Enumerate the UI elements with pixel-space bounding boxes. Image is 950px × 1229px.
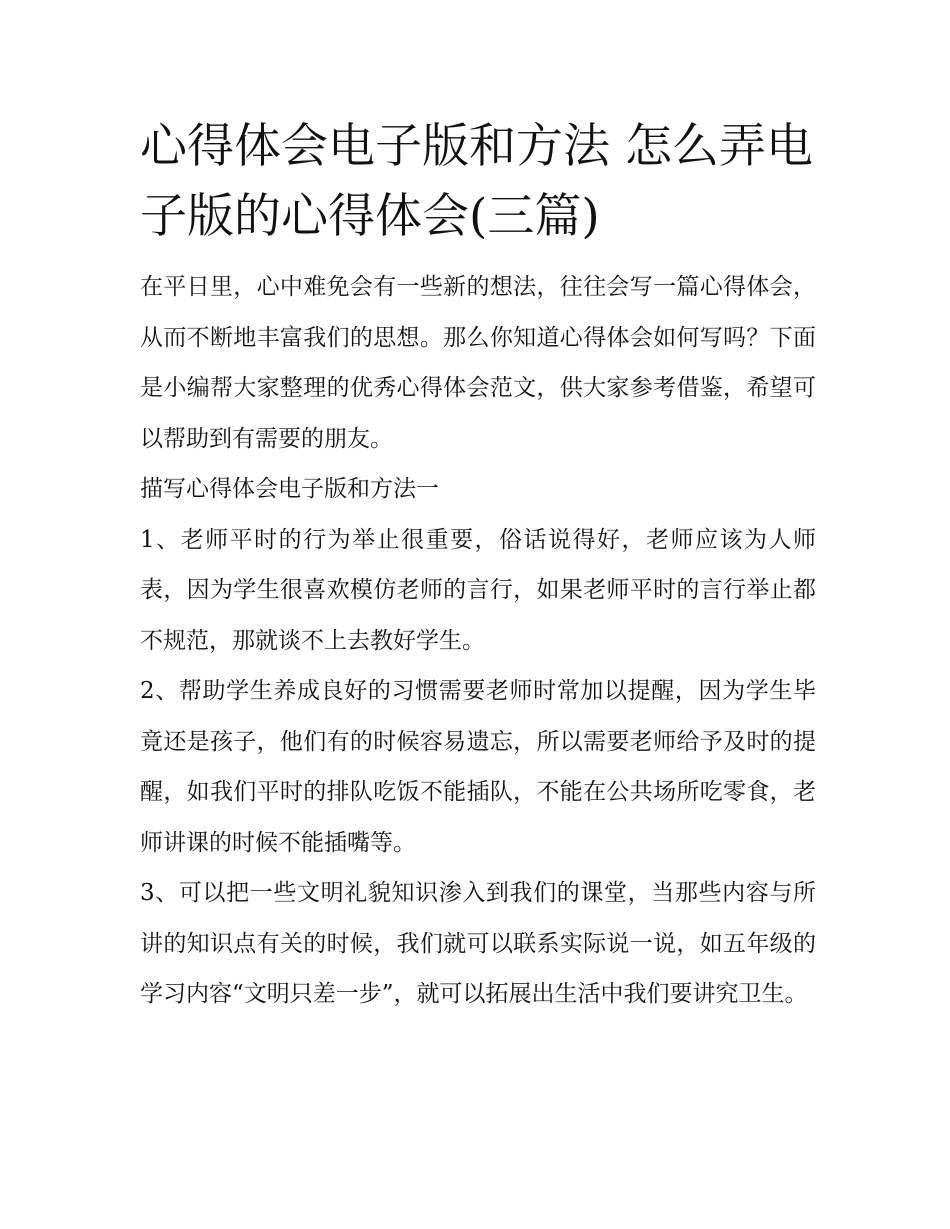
document-page (140, 112, 816, 1020)
section-heading: 描写心得体会电子版和方法一 (140, 476, 439, 502)
intro-paragraph: 在平日里，心中难免会有一些新的想法，往往会写一篇心得体会，从而不断地丰富我们的思想。那么你知道心得体会如何写吗？下面是小编帮大家整理的优秀心得体会范文，供大家参考借鉴，希望可以帮助到有需要的朋友。 (140, 274, 816, 452)
list-item-1: 1、老师平时的行为举止很重要，俗话说得好，老师应该为人师表，因为学生很喜欢模仿老师的言行，如果老师平时的言行举止都不规范，那就谈不上去教好学生。 (140, 526, 816, 654)
document-title: 心得体会电子版和方法 怎么弄电子版的心得体会(三篇) (140, 119, 813, 244)
list-item-3: 3、可以把一些文明礼貌知识渗入到我们的课堂，当那些内容与所讲的知识点有关的时候，我们就可以联系实际说一说，如五年级的学习内容“文明只差一步”，就可以拓展出生活中我们要讲究卫生。 (140, 880, 816, 1007)
list-item-2: 2、帮助学生养成良好的习惯需要老师时常加以提醒，因为学生毕竟还是孩子，他们有的时候容易遗忘，所以需要老师给予及时的提醒，如我们平时的排队吃饭不能插队，不能在公共场所吃零食，老师讲课的时候不能插嘴等。 (140, 678, 816, 856)
